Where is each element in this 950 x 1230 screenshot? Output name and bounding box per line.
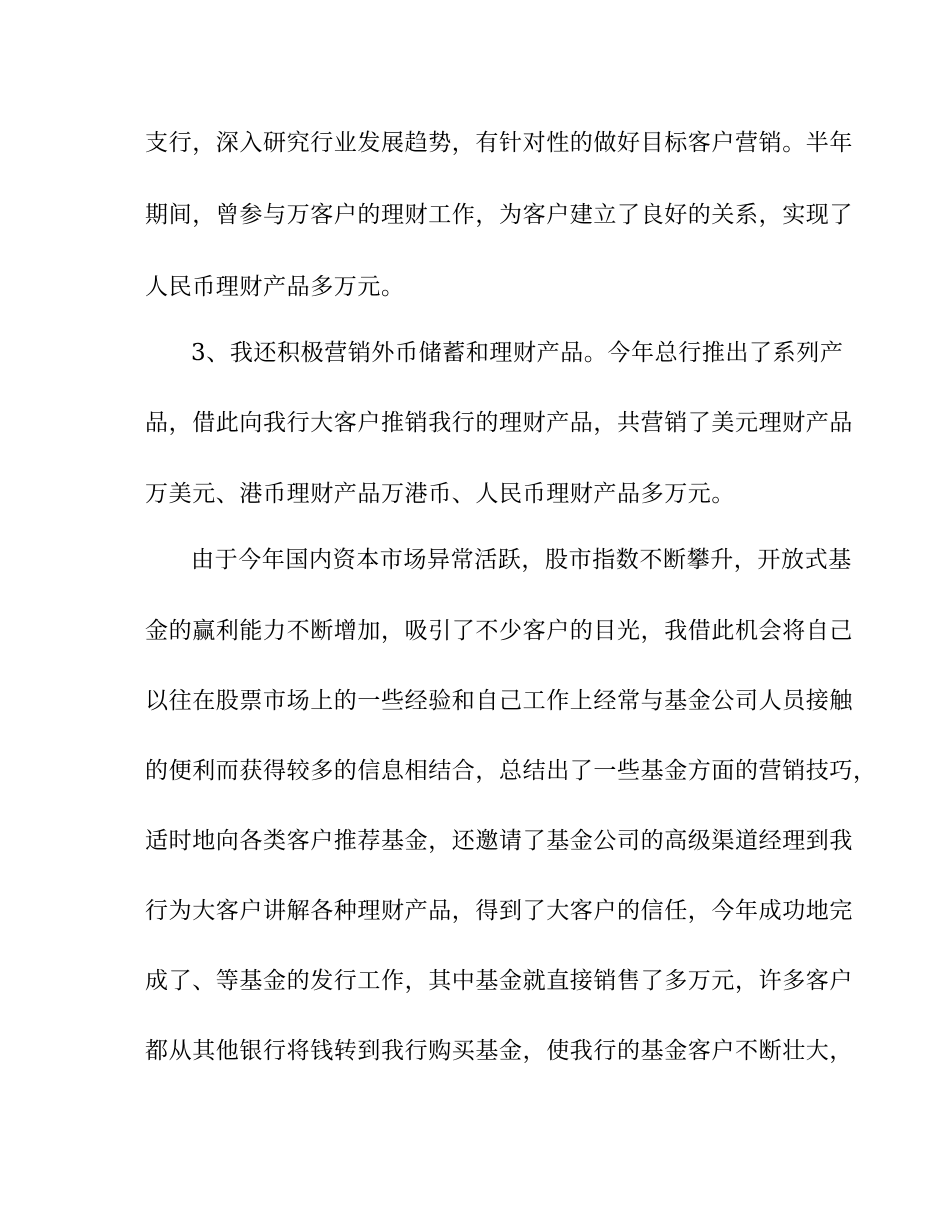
- paragraph-line: 品，借此向我行大客户推销我行的理财产品，共营销了美元理财产品: [145, 410, 853, 436]
- paragraph-line: 成了、等基金的发行工作，其中基金就直接销售了多万元，许多客户: [145, 968, 853, 994]
- paragraph-line: 金的赢利能力不断增加，吸引了不少客户的目光，我借此机会将自己: [145, 618, 853, 644]
- paragraph-line: 3、我还积极营销外币储蓄和理财产品。今年总行推出了系列产: [191, 340, 844, 366]
- paragraph-line: 万美元、港币理财产品万港币、人民币理财产品多万元。: [145, 481, 735, 507]
- paragraph-line: 期间，曾参与万客户的理财工作，为客户建立了良好的关系，实现了: [145, 202, 853, 228]
- paragraph-line: 适时地向各类客户推荐基金，还邀请了基金公司的高级渠道经理到我: [145, 828, 853, 854]
- paragraph-line: 以往在股票市场上的一些经验和自己工作上经常与基金公司人员接触: [145, 688, 853, 714]
- paragraph-line: 支行，深入研究行业发展趋势，有针对性的做好目标客户营销。半年: [145, 130, 853, 156]
- paragraph-line: 人民币理财产品多万元。: [145, 274, 405, 300]
- paragraph-line: 都从其他银行将钱转到我行购买基金，使我行的基金客户不断壮大，: [145, 1038, 853, 1064]
- paragraph-line: 由于今年国内资本市场异常活跃，股市指数不断攀升，开放式基: [191, 547, 852, 573]
- paragraph-line: 的便利而获得较多的信息相结合，总结出了一些基金方面的营销技巧，: [145, 758, 877, 784]
- paragraph-line: 行为大客户讲解各种理财产品，得到了大客户的信任，今年成功地完: [145, 898, 853, 924]
